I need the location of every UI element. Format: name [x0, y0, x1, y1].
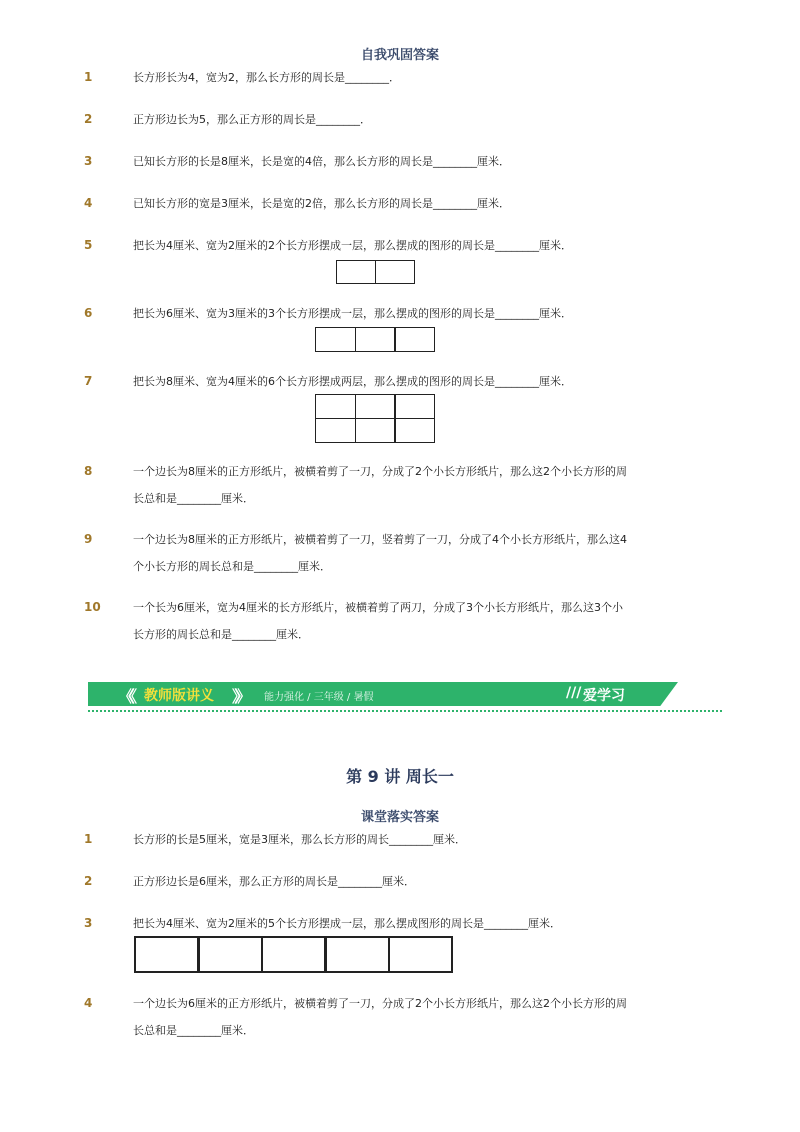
question-text: 一个边长为8厘米的正方形纸片，被横着剪了一刀，分成了2个小长方形纸片，那么这2个小长方形的周长总和是________厘米．	[133, 465, 627, 505]
section-title-class-practice: 课堂落实答案	[360, 810, 439, 825]
course-info-label: 能力强化 / 三年级 / 暑假	[264, 692, 374, 703]
question-text: 正方形边长是6厘米，那么正方形的周长是________厘米．	[133, 875, 415, 888]
question-number: 4	[84, 996, 93, 1010]
rectangles-figure-5x1	[134, 936, 452, 972]
question-text: 正方形边长为5，那么正方形的周长是________．	[133, 113, 371, 126]
question-text: 一个边长为6厘米的正方形纸片，被横着剪了一刀，分成了2个小长方形纸片，那么这2个小长方形的周长总和是________厘米．	[133, 997, 627, 1037]
question-text: 长方形长为4，宽为2，那么长方形的周长是________．	[133, 71, 400, 84]
aixuexi-logo-icon: ///	[566, 685, 582, 701]
lecture-title: 第 9 讲 周长一	[346, 767, 454, 786]
question-number: 9	[84, 532, 93, 546]
question-number: 3	[84, 916, 93, 930]
aixuexi-logo-text: 爱学习	[583, 688, 625, 704]
rectangles-figure-3x1	[315, 327, 434, 351]
question-text: 一个边长为8厘米的正方形纸片，被横着剪了一刀，竖着剪了一刀，分成了4个小长方形纸片，那么这4个小长方形的周长总和是________厘米．	[133, 533, 627, 573]
section-title-self-review: 自我巩固答案	[360, 48, 439, 63]
question-number: 1	[84, 832, 93, 846]
question-number: 5	[84, 238, 93, 252]
chevron-left-icon: 《《	[118, 687, 133, 706]
banner-divider	[88, 710, 722, 712]
question-text: 把长为4厘米、宽为2厘米的2个长方形摆成一层，那么摆成的图形的周长是________厘米．	[133, 239, 572, 252]
teacher-edition-label: 教师版讲义	[144, 688, 214, 704]
rectangles-figure-3x2	[315, 394, 434, 441]
question-number: 10	[84, 600, 101, 614]
question-text: 一个长为6厘米，宽为4厘米的长方形纸片，被横着剪了两刀，分成了3个小长方形纸片，那么这3个小长方形的周长总和是________厘米．	[133, 601, 623, 641]
question-number: 4	[84, 196, 93, 210]
question-number: 7	[84, 374, 93, 388]
question-number: 8	[84, 464, 93, 478]
question-number: 6	[84, 306, 93, 320]
teacher-edition-banner	[88, 682, 678, 706]
chevron-right-icon: 》》	[232, 687, 247, 706]
question-text: 把长为4厘米、宽为2厘米的5个长方形摆成一层，那么摆成图形的周长是________厘米．	[133, 917, 561, 930]
question-number: 1	[84, 70, 93, 84]
question-text: 已知长方形的宽是3厘米，长是宽的2倍，那么长方形的周长是________厘米．	[133, 197, 510, 210]
question-number: 3	[84, 154, 93, 168]
question-text: 已知长方形的长是8厘米，长是宽的4倍，那么长方形的周长是________厘米．	[133, 155, 510, 168]
question-number: 2	[84, 874, 93, 888]
question-text: 把长为8厘米、宽为4厘米的6个长方形摆成两层，那么摆成的图形的周长是________厘米．	[133, 375, 572, 388]
question-text: 长方形的长是5厘米，宽是3厘米，那么长方形的周长________厘米．	[133, 833, 466, 846]
rectangles-figure-2x1	[336, 260, 413, 283]
question-text: 把长为6厘米、宽为3厘米的3个长方形摆成一层，那么摆成的图形的周长是________厘米．	[133, 307, 572, 320]
question-number: 2	[84, 112, 93, 126]
